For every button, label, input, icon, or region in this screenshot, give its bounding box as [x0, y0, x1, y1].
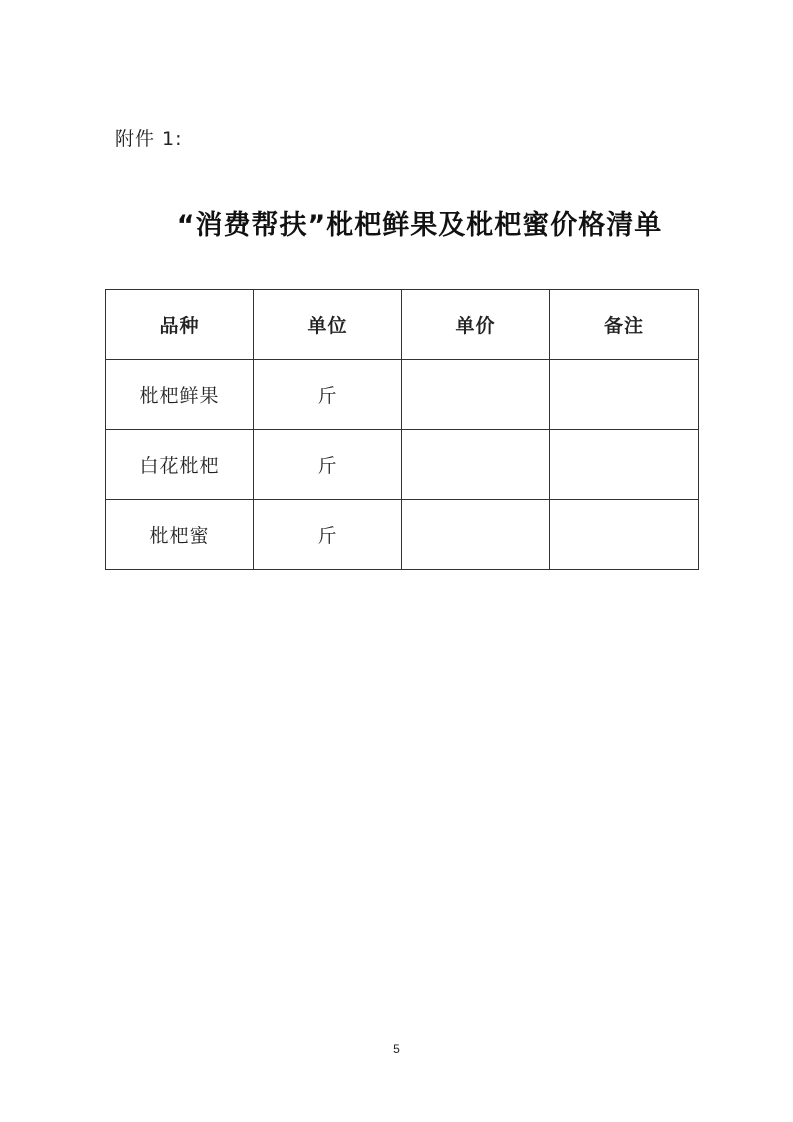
document-title-text: “消费帮扶”枇杷鲜果及枇杷蜜价格清单: [176, 210, 663, 241]
header-unit: 单位: [254, 290, 402, 360]
cell-remarks: [550, 430, 699, 500]
cell-remarks: [550, 500, 699, 570]
table-header-row: [106, 290, 699, 360]
table-row: [106, 430, 699, 500]
cell-unit: 斤: [254, 360, 402, 430]
cell-unit: 斤: [254, 500, 402, 570]
table-row: [106, 500, 699, 570]
cell-remarks: [550, 360, 699, 430]
cell-variety: 枇杷鲜果: [106, 360, 254, 430]
table-row: [106, 360, 699, 430]
cell-variety: 白花枇杷: [106, 430, 254, 500]
cell-unit-price: [402, 360, 550, 430]
page-number: 5: [393, 1042, 400, 1056]
cell-variety: 枇杷蜜: [106, 500, 254, 570]
cell-unit-price: [402, 430, 550, 500]
price-table: [105, 289, 699, 570]
header-variety: 品种: [106, 290, 254, 360]
attachment-label: 附件 1:: [115, 128, 183, 150]
header-unit-price: 单价: [402, 290, 550, 360]
cell-unit: 斤: [254, 430, 402, 500]
cell-unit-price: [402, 500, 550, 570]
header-remarks: 备注: [550, 290, 699, 360]
document-title: [0, 203, 793, 242]
